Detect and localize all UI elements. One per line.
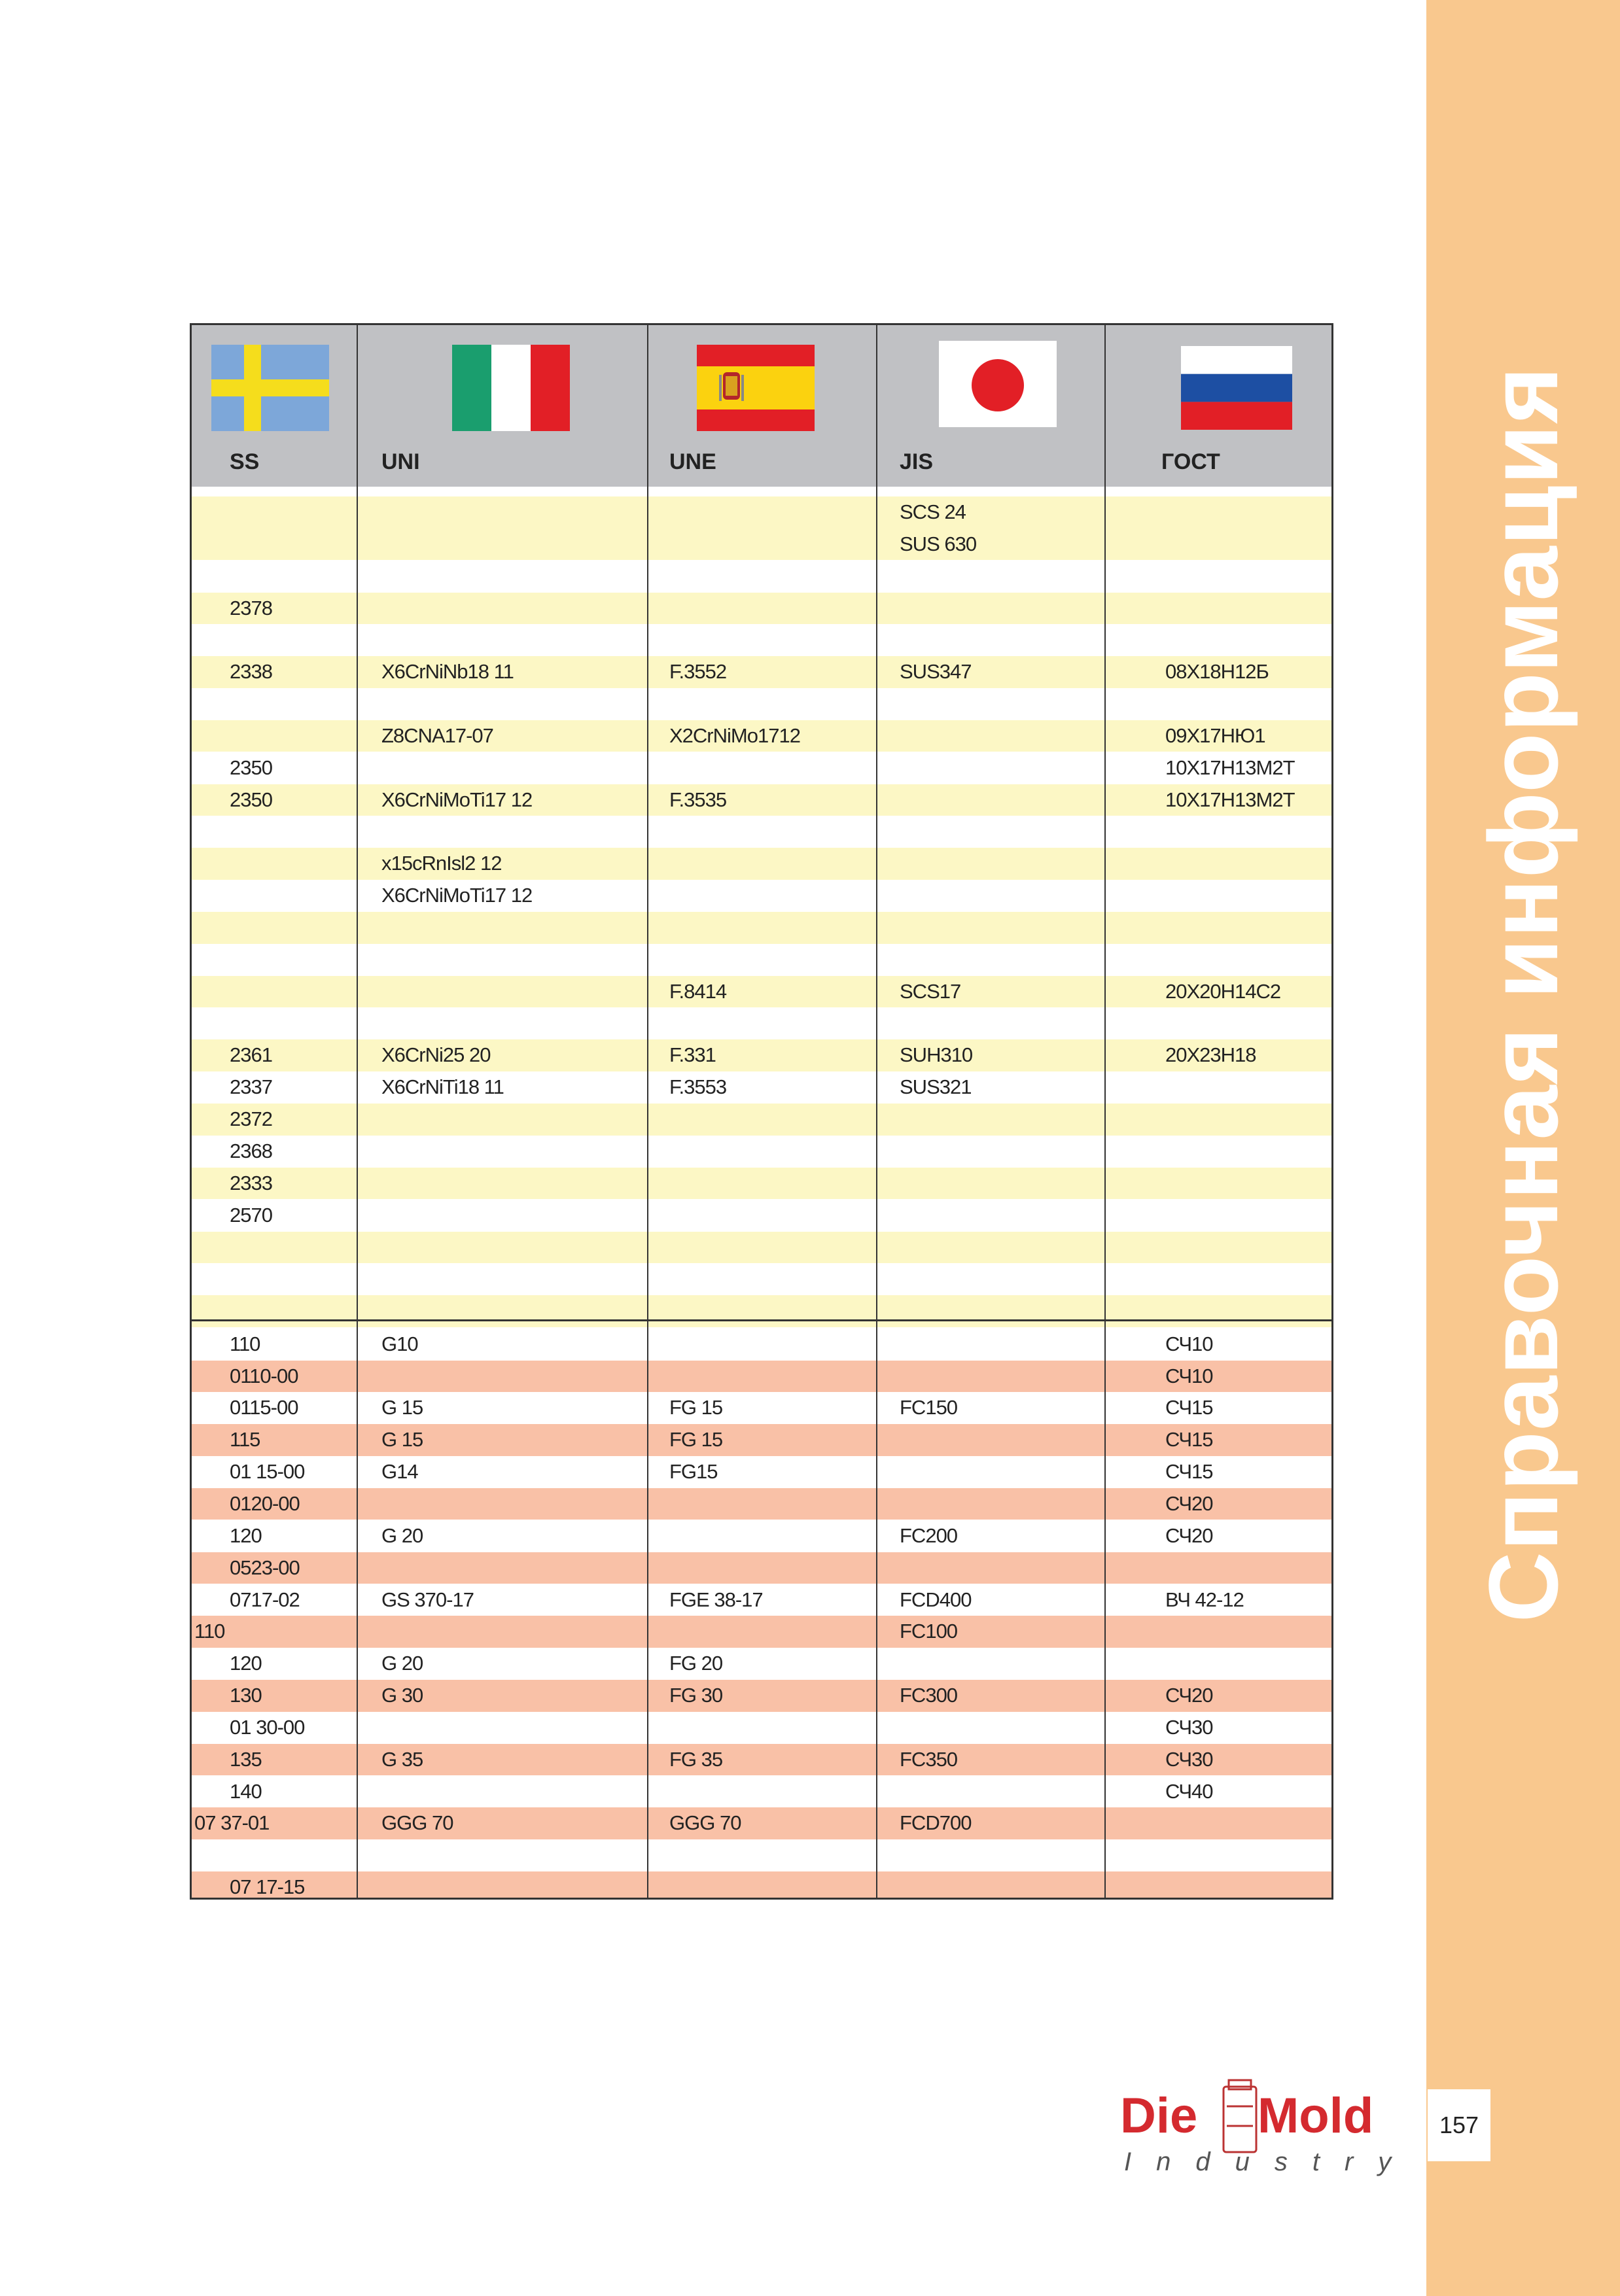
row-band	[192, 496, 1331, 529]
table-cell: G10	[381, 1332, 418, 1355]
table-cell: Z8CNA17-07	[381, 723, 493, 747]
table-cell: СЧ15	[1165, 1460, 1213, 1484]
table-cell: SUS 630	[900, 532, 977, 555]
row-band	[192, 1232, 1331, 1264]
table-cell: СЧ10	[1165, 1332, 1213, 1355]
logo-word-die: Die	[1120, 2088, 1198, 2144]
column-divider	[1104, 325, 1106, 1898]
table-cell: FC350	[900, 1747, 958, 1771]
table-cell: X6CrNiTi18 11	[381, 1075, 504, 1099]
table-cell: X6CrNiNb18 11	[381, 660, 514, 684]
table-cell: 09Х17НЮ1	[1165, 723, 1265, 747]
table-cell: 0115-00	[230, 1396, 298, 1419]
table-cell: FC150	[900, 1396, 958, 1419]
column-divider	[647, 325, 648, 1898]
table-cell: F.8414	[669, 979, 727, 1003]
table-cell: 07 37-01	[194, 1811, 270, 1835]
row-band	[192, 656, 1331, 688]
table-cell: 2378	[230, 596, 272, 619]
table-cell: GS 370-17	[381, 1588, 474, 1611]
table-cell: 2337	[230, 1075, 272, 1099]
header-une: UNE	[669, 449, 716, 474]
table-cell: 07 17-15	[230, 1875, 305, 1899]
table-cell: 2350	[230, 788, 272, 811]
table-cell: SCS 24	[900, 500, 966, 523]
table-cell: ВЧ 42-12	[1165, 1588, 1244, 1611]
table-cell: 2350	[230, 756, 272, 779]
row-band	[192, 1168, 1331, 1200]
table-cell: GGG 70	[669, 1811, 741, 1835]
table-cell: 115	[230, 1428, 260, 1452]
table-cell: 0110-00	[230, 1364, 298, 1387]
table-cell: 2372	[230, 1107, 272, 1131]
sweden-flag	[211, 345, 329, 431]
table-cell: 135	[230, 1747, 262, 1771]
table-cell: 2368	[230, 1139, 272, 1162]
header-jis: JIS	[900, 449, 934, 474]
row-band	[192, 848, 1331, 880]
japan-flag	[939, 341, 1057, 427]
logo-word-mold: Mold	[1258, 2088, 1374, 2144]
table-cell: F.3535	[669, 788, 727, 811]
table-cell: СЧ10	[1165, 1364, 1213, 1387]
table-cell: GGG 70	[381, 1811, 453, 1835]
row-band	[192, 784, 1331, 816]
table-cell: СЧ30	[1165, 1747, 1213, 1771]
table-cell: СЧ20	[1165, 1523, 1213, 1547]
table-cell: X6CrNiMoTi17 12	[381, 788, 533, 811]
table-cell: FGE 38-17	[669, 1588, 763, 1611]
table-cell: SCS17	[900, 979, 961, 1003]
table-cell: SUS321	[900, 1075, 972, 1099]
table-cell: SUH310	[900, 1043, 973, 1067]
row-band	[192, 1424, 1331, 1456]
table-cell: 01 30-00	[230, 1715, 305, 1739]
table-cell: 110	[194, 1620, 225, 1643]
table-cell: 140	[230, 1779, 262, 1803]
table-cell: FG 20	[669, 1652, 723, 1675]
table-cell: F.331	[669, 1043, 716, 1067]
mold-press-icon	[1224, 2080, 1256, 2152]
row-band	[192, 1039, 1331, 1071]
italy-flag	[452, 345, 570, 431]
row-band	[192, 1295, 1331, 1327]
row-band	[192, 1871, 1331, 1900]
header-gost: ГОСТ	[1161, 449, 1220, 474]
table-cell: СЧ30	[1165, 1715, 1213, 1739]
table-cell: 2338	[230, 660, 272, 684]
table-cell: СЧ15	[1165, 1428, 1213, 1452]
table-cell: G 15	[381, 1396, 423, 1419]
table-cell: FG 30	[669, 1684, 723, 1707]
table-cell: FC300	[900, 1684, 958, 1707]
table-cell: 20Х20Н14С2	[1165, 979, 1281, 1003]
table-cell: FCD700	[900, 1811, 972, 1835]
row-band	[192, 1616, 1331, 1648]
table-cell: F.3553	[669, 1075, 727, 1099]
table-cell: 110	[230, 1332, 260, 1355]
row-band	[192, 1552, 1331, 1584]
table-cell: 0717-02	[230, 1588, 300, 1611]
table-cell: 0120-00	[230, 1491, 300, 1515]
table-cell: X2CrNiMo1712	[669, 723, 800, 747]
row-band	[192, 912, 1331, 944]
spain-flag	[697, 345, 815, 431]
section-divider	[192, 1319, 1331, 1321]
page-number: 157	[1428, 2089, 1490, 2161]
table-cell: FC100	[900, 1620, 958, 1643]
table-cell: X6CrNi25 20	[381, 1043, 491, 1067]
row-band	[192, 1488, 1331, 1520]
table-cell: G 30	[381, 1684, 423, 1707]
table-cell: X6CrNiMoTi17 12	[381, 884, 533, 907]
table-cell: FG 35	[669, 1747, 723, 1771]
table-cell: FCD400	[900, 1588, 972, 1611]
table-cell: G14	[381, 1460, 418, 1484]
table-cell: 01 15-00	[230, 1460, 305, 1484]
table-header	[192, 325, 1331, 487]
row-band	[192, 1807, 1331, 1839]
steel-grades-table	[190, 323, 1333, 1900]
table-cell: 130	[230, 1684, 262, 1707]
table-cell: SUS347	[900, 660, 972, 684]
table-cell: G 35	[381, 1747, 423, 1771]
table-cell: 120	[230, 1523, 262, 1547]
russia-flag	[1181, 346, 1299, 432]
row-band	[192, 1744, 1331, 1776]
header-uni: UNI	[381, 449, 420, 474]
row-band	[192, 593, 1331, 625]
row-band	[192, 1680, 1331, 1712]
table-cell: 08Х18Н12Б	[1165, 660, 1269, 684]
column-divider	[357, 325, 358, 1898]
table-cell: x15cRnIsl2 12	[381, 852, 502, 875]
header-ss: SS	[230, 449, 260, 474]
table-cell: СЧ20	[1165, 1491, 1213, 1515]
table-cell: СЧ15	[1165, 1396, 1213, 1419]
table-cell: 2570	[230, 1203, 272, 1226]
table-cell: 120	[230, 1652, 262, 1675]
table-cell: FC200	[900, 1523, 958, 1547]
table-cell: FG 15	[669, 1396, 723, 1419]
diemold-logo	[1112, 2047, 1420, 2178]
table-cell: 10Х17Н13М2Т	[1165, 788, 1295, 811]
table-cell: 20Х23Н18	[1165, 1043, 1256, 1067]
table-cell: 0523-00	[230, 1556, 300, 1579]
side-title: Справочная информация	[1468, 366, 1578, 1623]
row-band	[192, 529, 1331, 561]
table-cell: FG15	[669, 1460, 718, 1484]
table-cell: 10Х17Н13М2Т	[1165, 756, 1295, 779]
table-cell: FG 15	[669, 1428, 723, 1452]
table-cell: СЧ20	[1165, 1684, 1213, 1707]
logo-tagline: Industry	[1124, 2148, 1417, 2176]
table-cell: G 20	[381, 1523, 423, 1547]
row-band	[192, 1361, 1331, 1393]
table-cell: G 15	[381, 1428, 423, 1452]
column-divider	[876, 325, 877, 1898]
row-band	[192, 1104, 1331, 1136]
table-cell: G 20	[381, 1652, 423, 1675]
row-band	[192, 976, 1331, 1008]
table-cell: 2333	[230, 1171, 272, 1194]
table-cell: 2361	[230, 1043, 272, 1067]
table-cell: СЧ40	[1165, 1779, 1213, 1803]
table-cell: F.3552	[669, 660, 727, 684]
